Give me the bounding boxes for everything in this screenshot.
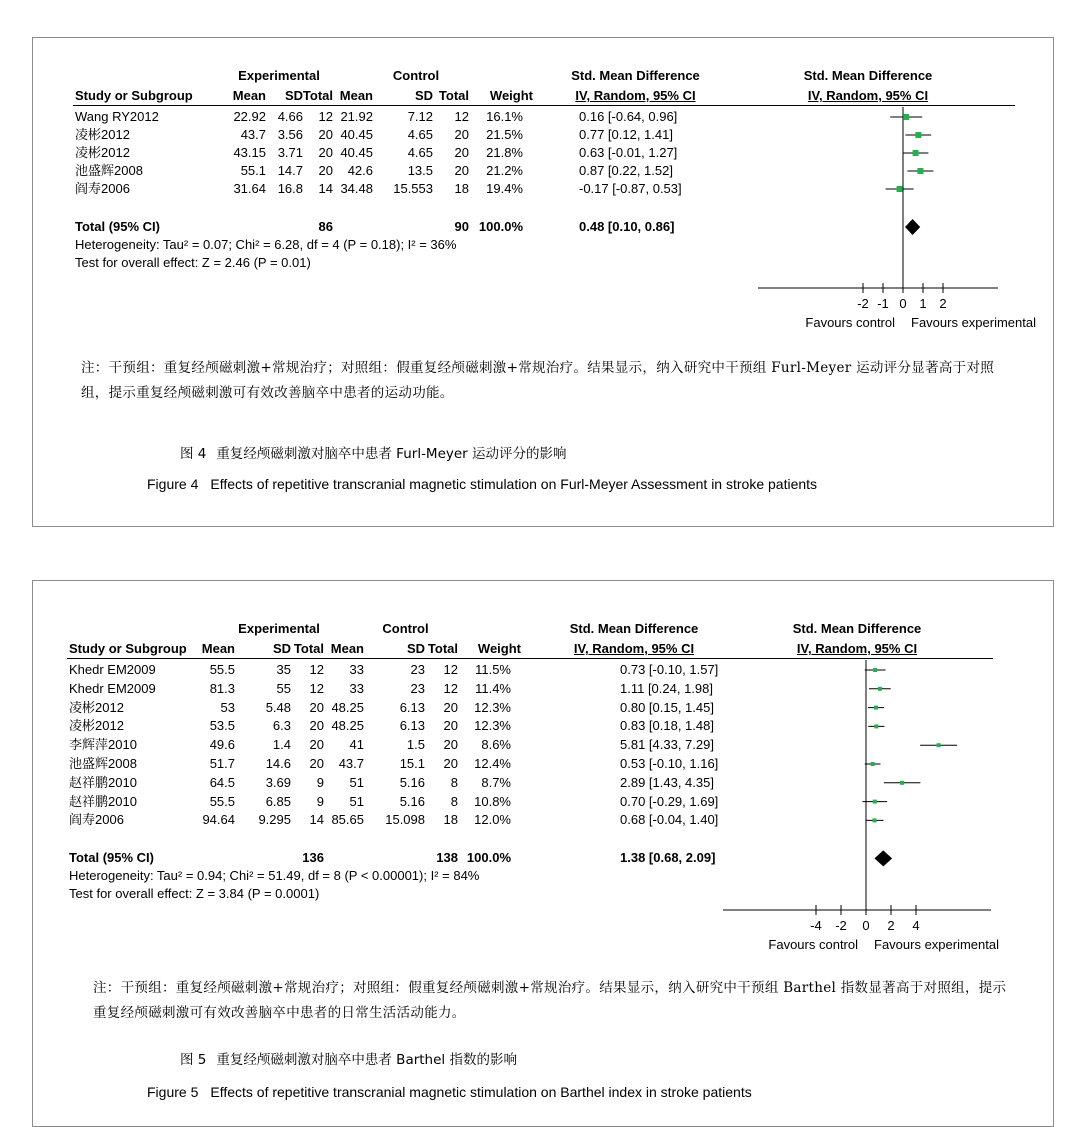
study-mean-e: 55.5 bbox=[209, 793, 235, 809]
study-ci-text: -0.17 [-0.87, 0.53] bbox=[579, 181, 682, 196]
study-total-c: 18 bbox=[443, 812, 458, 828]
study-name: 赵祥鹏2010 bbox=[69, 793, 137, 809]
study-mean-c: 33 bbox=[349, 662, 364, 677]
total-e-value: 136 bbox=[302, 850, 324, 866]
study-sd-c: 13.5 bbox=[407, 163, 433, 178]
study-mean-e: 43.7 bbox=[240, 127, 266, 142]
study-total-e: 20 bbox=[309, 699, 324, 715]
study-sd-c: 15.1 bbox=[399, 756, 425, 771]
caption-en bbox=[33, 1084, 752, 1100]
favours-experimental-label: Favours experimental bbox=[911, 315, 1036, 330]
weight-column-header: Weight bbox=[477, 641, 521, 656]
study-sd-e: 3.71 bbox=[277, 145, 303, 160]
caption-en-label: Figure 4 bbox=[147, 476, 199, 492]
sd-e-column-header: SD bbox=[272, 641, 291, 656]
study-mean-e: 31.64 bbox=[233, 181, 266, 196]
weight-column-header: Weight bbox=[489, 88, 533, 103]
study-point-marker bbox=[903, 114, 909, 120]
method-text-header: IV, Random, 95% CI bbox=[573, 641, 695, 656]
study-sd-e: 55 bbox=[276, 680, 291, 696]
total-e-column-header: Total bbox=[293, 641, 324, 656]
study-ci-text: 1.11 [0.24, 1.98] bbox=[620, 680, 713, 696]
study-mean-c: 51 bbox=[349, 774, 364, 790]
study-mean-c: 48.25 bbox=[331, 718, 364, 734]
total-c-value: 138 bbox=[436, 850, 458, 866]
overall-effect-text: Test for overall effect: Z = 3.84 (P = 0.0001) bbox=[69, 886, 320, 902]
smd-plot-header: Std. Mean Difference bbox=[792, 621, 922, 636]
study-mean-e: 53 bbox=[220, 699, 235, 715]
study-total-c: 20 bbox=[454, 145, 469, 160]
study-mean-c: 40.45 bbox=[340, 127, 373, 142]
forest-plot bbox=[33, 581, 1053, 970]
caption-cn bbox=[33, 442, 1080, 462]
study-weight: 21.5% bbox=[486, 127, 523, 142]
study-point-marker bbox=[937, 743, 941, 747]
study-point-marker bbox=[873, 668, 877, 672]
study-total-c: 12 bbox=[443, 662, 458, 677]
total-c-value: 90 bbox=[454, 219, 469, 234]
study-mean-e: 55.1 bbox=[240, 163, 266, 178]
study-weight: 8.6% bbox=[481, 737, 511, 753]
total-c-column-header: Total bbox=[427, 641, 458, 656]
study-mean-e: 22.92 bbox=[233, 109, 266, 124]
study-sd-c: 6.13 bbox=[399, 718, 425, 734]
study-sd-e: 3.69 bbox=[265, 774, 291, 790]
study-ci-text: 0.73 [-0.10, 1.57] bbox=[620, 662, 719, 677]
study-name: 池盛辉2008 bbox=[75, 163, 143, 178]
heterogeneity-text: Heterogeneity: Tau² = 0.07; Chi² = 6.28, df = 4 (P = 0.18); I² = 36% bbox=[75, 237, 457, 252]
caption-cn-text: 重复经颅磁刺激对脑卒中患者 Furl-Meyer 运动评分的影响 bbox=[216, 446, 567, 462]
study-sd-e: 3.56 bbox=[277, 127, 303, 142]
favours-control-label: Favours control bbox=[805, 315, 895, 330]
study-name: Khedr EM2009 bbox=[69, 680, 156, 696]
study-sd-e: 14.7 bbox=[277, 163, 303, 178]
study-sd-e: 14.6 bbox=[265, 756, 291, 771]
total-label: Total (95% CI) bbox=[75, 219, 160, 234]
study-total-c: 18 bbox=[454, 181, 469, 196]
study-total-e: 20 bbox=[309, 718, 324, 734]
study-ci-text: 2.89 [1.43, 4.35] bbox=[620, 774, 714, 790]
study-sd-e: 35 bbox=[276, 662, 291, 677]
study-total-e: 14 bbox=[309, 812, 324, 828]
x-axis-tick-label: -1 bbox=[877, 296, 889, 311]
study-total-c: 20 bbox=[454, 163, 469, 178]
study-weight: 12.3% bbox=[474, 718, 511, 734]
study-mean-e: 55.5 bbox=[209, 662, 235, 677]
caption-cn-label: 图 5 bbox=[180, 1052, 207, 1068]
study-weight: 11.4% bbox=[475, 680, 511, 696]
study-point-marker bbox=[874, 706, 878, 710]
study-sd-c: 5.16 bbox=[399, 793, 425, 809]
study-weight: 11.5% bbox=[475, 662, 511, 677]
sd-e-column-header: SD bbox=[284, 88, 303, 103]
study-weight: 10.8% bbox=[474, 793, 511, 809]
study-mean-e: 94.64 bbox=[202, 812, 235, 828]
study-point-marker bbox=[873, 818, 877, 822]
study-total-e: 20 bbox=[318, 163, 333, 178]
total-e-value: 86 bbox=[318, 219, 333, 234]
study-point-marker bbox=[913, 150, 919, 156]
study-total-e: 20 bbox=[318, 127, 333, 142]
study-ci-text: 0.80 [0.15, 1.45] bbox=[620, 699, 714, 715]
caption-en bbox=[33, 476, 817, 492]
method-plot-header: IV, Random, 95% CI bbox=[796, 641, 918, 656]
study-total-c: 8 bbox=[450, 774, 458, 790]
study-point-marker bbox=[915, 132, 921, 138]
caption-cn-text: 重复经颅磁刺激对脑卒中患者 Barthel 指数的影响 bbox=[216, 1052, 517, 1068]
study-mean-c: 33 bbox=[349, 680, 364, 696]
sd-c-column-header: SD bbox=[406, 641, 425, 656]
study-mean-c: 42.6 bbox=[347, 163, 373, 178]
study-total-c: 8 bbox=[450, 793, 458, 809]
method-text-header: IV, Random, 95% CI bbox=[575, 88, 696, 103]
smd-text-header: Std. Mean Difference bbox=[569, 621, 699, 636]
study-mean-c: 48.25 bbox=[331, 699, 364, 715]
study-mean-c: 85.65 bbox=[331, 812, 364, 828]
total-weight: 100.0% bbox=[466, 850, 511, 866]
study-sd-c: 6.13 bbox=[399, 699, 425, 715]
study-weight: 12.4% bbox=[474, 756, 511, 771]
study-ci-text: 0.87 [0.22, 1.52] bbox=[579, 163, 673, 178]
mean-c-column-header: Mean bbox=[339, 88, 373, 103]
study-sd-c: 7.12 bbox=[407, 109, 433, 124]
favours-experimental-label: Favours experimental bbox=[874, 937, 999, 952]
overall-effect-text: Test for overall effect: Z = 2.46 (P = 0.01) bbox=[75, 255, 311, 270]
study-sd-e: 16.8 bbox=[277, 181, 303, 196]
study-mean-e: 51.7 bbox=[209, 756, 235, 771]
study-point-marker bbox=[871, 762, 875, 766]
figure-note: 注：干预组：重复经颅磁刺激+常规治疗；对照组：假重复经颅磁刺激+常规治疗。结果显示，纳入研究中干预组 Furl-Meyer 运动评分显著高于对照组，提示重复经颅磁刺激可有效改善脑卒中患者的运动功能。 bbox=[81, 360, 995, 401]
study-mean-c: 21.92 bbox=[340, 109, 373, 124]
study-ci-text: 0.70 [-0.29, 1.69] bbox=[620, 793, 719, 809]
forest-plot-panel-fig5 bbox=[32, 580, 1054, 1127]
study-sd-c: 15.098 bbox=[385, 812, 425, 828]
study-total-c: 12 bbox=[454, 109, 469, 124]
study-point-marker bbox=[873, 800, 877, 804]
study-sd-e: 9.295 bbox=[258, 812, 291, 828]
figure-note: 注：干预组：重复经颅磁刺激+常规治疗；对照组：假重复经颅磁刺激+常规治疗。结果显示，纳入研究中干预组 Barthel 指数显著高于对照组，提示重复经颅磁刺激可有效改善脑卒中患者的日常生活活动能力。 bbox=[93, 980, 1007, 1021]
study-total-e: 12 bbox=[309, 662, 324, 677]
study-sd-c: 4.65 bbox=[407, 145, 433, 160]
study-name: 阎寿2006 bbox=[69, 812, 124, 828]
control-group-header: Control bbox=[392, 68, 440, 83]
study-point-marker bbox=[874, 724, 878, 728]
forest-plot-panel-fig4 bbox=[32, 37, 1054, 527]
study-sd-c: 23 bbox=[410, 662, 425, 677]
study-name: Wang RY2012 bbox=[75, 109, 159, 124]
study-sd-c: 5.16 bbox=[399, 774, 425, 790]
study-sd-e: 6.85 bbox=[265, 793, 291, 809]
total-label: Total (95% CI) bbox=[69, 850, 154, 866]
favours-control-label: Favours control bbox=[768, 937, 858, 952]
study-total-e: 12 bbox=[309, 680, 324, 696]
study-mean-c: 40.45 bbox=[340, 145, 373, 160]
method-plot-header: IV, Random, 95% CI bbox=[807, 88, 929, 103]
study-weight: 21.2% bbox=[486, 163, 523, 178]
study-total-e: 20 bbox=[309, 737, 324, 753]
study-mean-e: 81.3 bbox=[209, 680, 235, 696]
sd-c-column-header: SD bbox=[414, 88, 433, 103]
total-ci-text: 0.48 [0.10, 0.86] bbox=[579, 219, 675, 234]
study-name: 凌彬2012 bbox=[69, 699, 124, 715]
x-axis-tick-label: 2 bbox=[939, 296, 947, 311]
total-e-column-header: Total bbox=[302, 88, 333, 103]
study-sd-c: 4.65 bbox=[407, 127, 433, 142]
study-sd-e: 6.3 bbox=[272, 718, 291, 734]
x-axis-tick-label: -2 bbox=[857, 296, 869, 311]
study-total-c: 20 bbox=[443, 718, 458, 734]
study-total-e: 9 bbox=[316, 793, 324, 809]
study-point-marker bbox=[917, 168, 923, 174]
study-column-header: Study or Subgroup bbox=[69, 641, 187, 656]
study-total-c: 20 bbox=[443, 756, 458, 771]
smd-plot-header: Std. Mean Difference bbox=[803, 68, 933, 83]
study-name: 赵祥鹏2010 bbox=[69, 774, 137, 790]
study-total-e: 9 bbox=[316, 774, 324, 790]
study-weight: 19.4% bbox=[486, 181, 523, 196]
study-mean-c: 34.48 bbox=[340, 181, 373, 196]
study-mean-e: 64.5 bbox=[209, 774, 235, 790]
total-diamond bbox=[905, 219, 920, 235]
study-mean-e: 53.5 bbox=[209, 718, 235, 734]
study-name: 阎寿2006 bbox=[75, 181, 130, 196]
heterogeneity-text: Heterogeneity: Tau² = 0.94; Chi² = 51.49, df = 8 (P < 0.00001); I² = 84% bbox=[69, 868, 480, 884]
study-ci-text: 0.68 [-0.04, 1.40] bbox=[620, 812, 719, 828]
study-sd-e: 5.48 bbox=[265, 699, 291, 715]
forest-plot bbox=[33, 38, 1053, 348]
mean-e-column-header: Mean bbox=[232, 88, 266, 103]
x-axis-tick-label: -4 bbox=[810, 918, 822, 933]
study-ci-text: 0.16 [-0.64, 0.96] bbox=[579, 109, 678, 124]
study-ci-text: 0.77 [0.12, 1.41] bbox=[579, 127, 673, 142]
study-total-c: 20 bbox=[443, 737, 458, 753]
study-total-e: 14 bbox=[318, 181, 333, 196]
study-mean-e: 49.6 bbox=[209, 737, 235, 753]
study-weight: 8.7% bbox=[481, 774, 511, 790]
total-diamond bbox=[875, 850, 893, 866]
mean-e-column-header: Mean bbox=[201, 641, 235, 656]
caption-en-label: Figure 5 bbox=[147, 1084, 199, 1100]
x-axis-tick-label: 2 bbox=[887, 918, 895, 933]
study-mean-c: 41 bbox=[349, 737, 364, 753]
study-sd-e: 4.66 bbox=[277, 109, 303, 124]
caption-cn bbox=[33, 1048, 1080, 1068]
study-name: 凌彬2012 bbox=[75, 127, 130, 142]
total-weight: 100.0% bbox=[478, 219, 523, 234]
study-weight: 21.8% bbox=[486, 145, 523, 160]
x-axis-tick-label: -2 bbox=[835, 918, 847, 933]
caption-en-text: Effects of repetitive transcranial magnetic stimulation on Furl-Meyer Assessment in stroke patients bbox=[210, 476, 818, 492]
caption-cn-label: 图 4 bbox=[180, 446, 207, 462]
study-weight: 16.1% bbox=[486, 109, 523, 124]
study-total-e: 12 bbox=[318, 109, 333, 124]
caption-en-text: Effects of repetitive transcranial magnetic stimulation on Barthel index in stroke patients bbox=[210, 1084, 752, 1100]
total-c-column-header: Total bbox=[438, 88, 469, 103]
total-ci-text: 1.38 [0.68, 2.09] bbox=[620, 850, 716, 866]
study-total-c: 12 bbox=[443, 680, 458, 696]
experimental-group-header: Experimental bbox=[238, 621, 320, 636]
study-weight: 12.0% bbox=[474, 812, 511, 828]
study-mean-e: 43.15 bbox=[233, 145, 266, 160]
study-total-c: 20 bbox=[443, 699, 458, 715]
study-total-c: 20 bbox=[454, 127, 469, 142]
experimental-group-header: Experimental bbox=[238, 68, 320, 83]
study-ci-text: 0.83 [0.18, 1.48] bbox=[620, 718, 714, 734]
x-axis-tick-label: 0 bbox=[862, 918, 870, 933]
study-mean-c: 51 bbox=[349, 793, 364, 809]
study-name: 凌彬2012 bbox=[69, 718, 124, 734]
x-axis-tick-label: 1 bbox=[919, 296, 927, 311]
study-name: 凌彬2012 bbox=[75, 145, 130, 160]
study-total-e: 20 bbox=[318, 145, 333, 160]
study-ci-text: 0.63 [-0.01, 1.27] bbox=[579, 145, 678, 160]
study-column-header: Study or Subgroup bbox=[75, 88, 193, 103]
study-mean-c: 43.7 bbox=[338, 756, 364, 771]
study-weight: 12.3% bbox=[474, 699, 511, 715]
study-ci-text: 5.81 [4.33, 7.29] bbox=[620, 737, 714, 753]
study-point-marker bbox=[897, 186, 903, 192]
study-point-marker bbox=[900, 781, 904, 785]
study-ci-text: 0.53 [-0.10, 1.16] bbox=[620, 756, 719, 771]
smd-text-header: Std. Mean Difference bbox=[571, 68, 700, 83]
control-group-header: Control bbox=[382, 621, 429, 636]
study-sd-c: 15.553 bbox=[393, 181, 433, 196]
study-sd-c: 23 bbox=[410, 680, 425, 696]
study-total-e: 20 bbox=[309, 756, 324, 771]
mean-c-column-header: Mean bbox=[330, 641, 364, 656]
study-name: 李辉萍2010 bbox=[69, 737, 137, 753]
study-sd-e: 1.4 bbox=[272, 737, 291, 753]
x-axis-tick-label: 4 bbox=[912, 918, 920, 933]
study-point-marker bbox=[878, 687, 882, 691]
study-sd-c: 1.5 bbox=[406, 737, 425, 753]
x-axis-tick-label: 0 bbox=[899, 296, 907, 311]
study-name: Khedr EM2009 bbox=[69, 662, 156, 677]
study-name: 池盛辉2008 bbox=[69, 756, 137, 771]
